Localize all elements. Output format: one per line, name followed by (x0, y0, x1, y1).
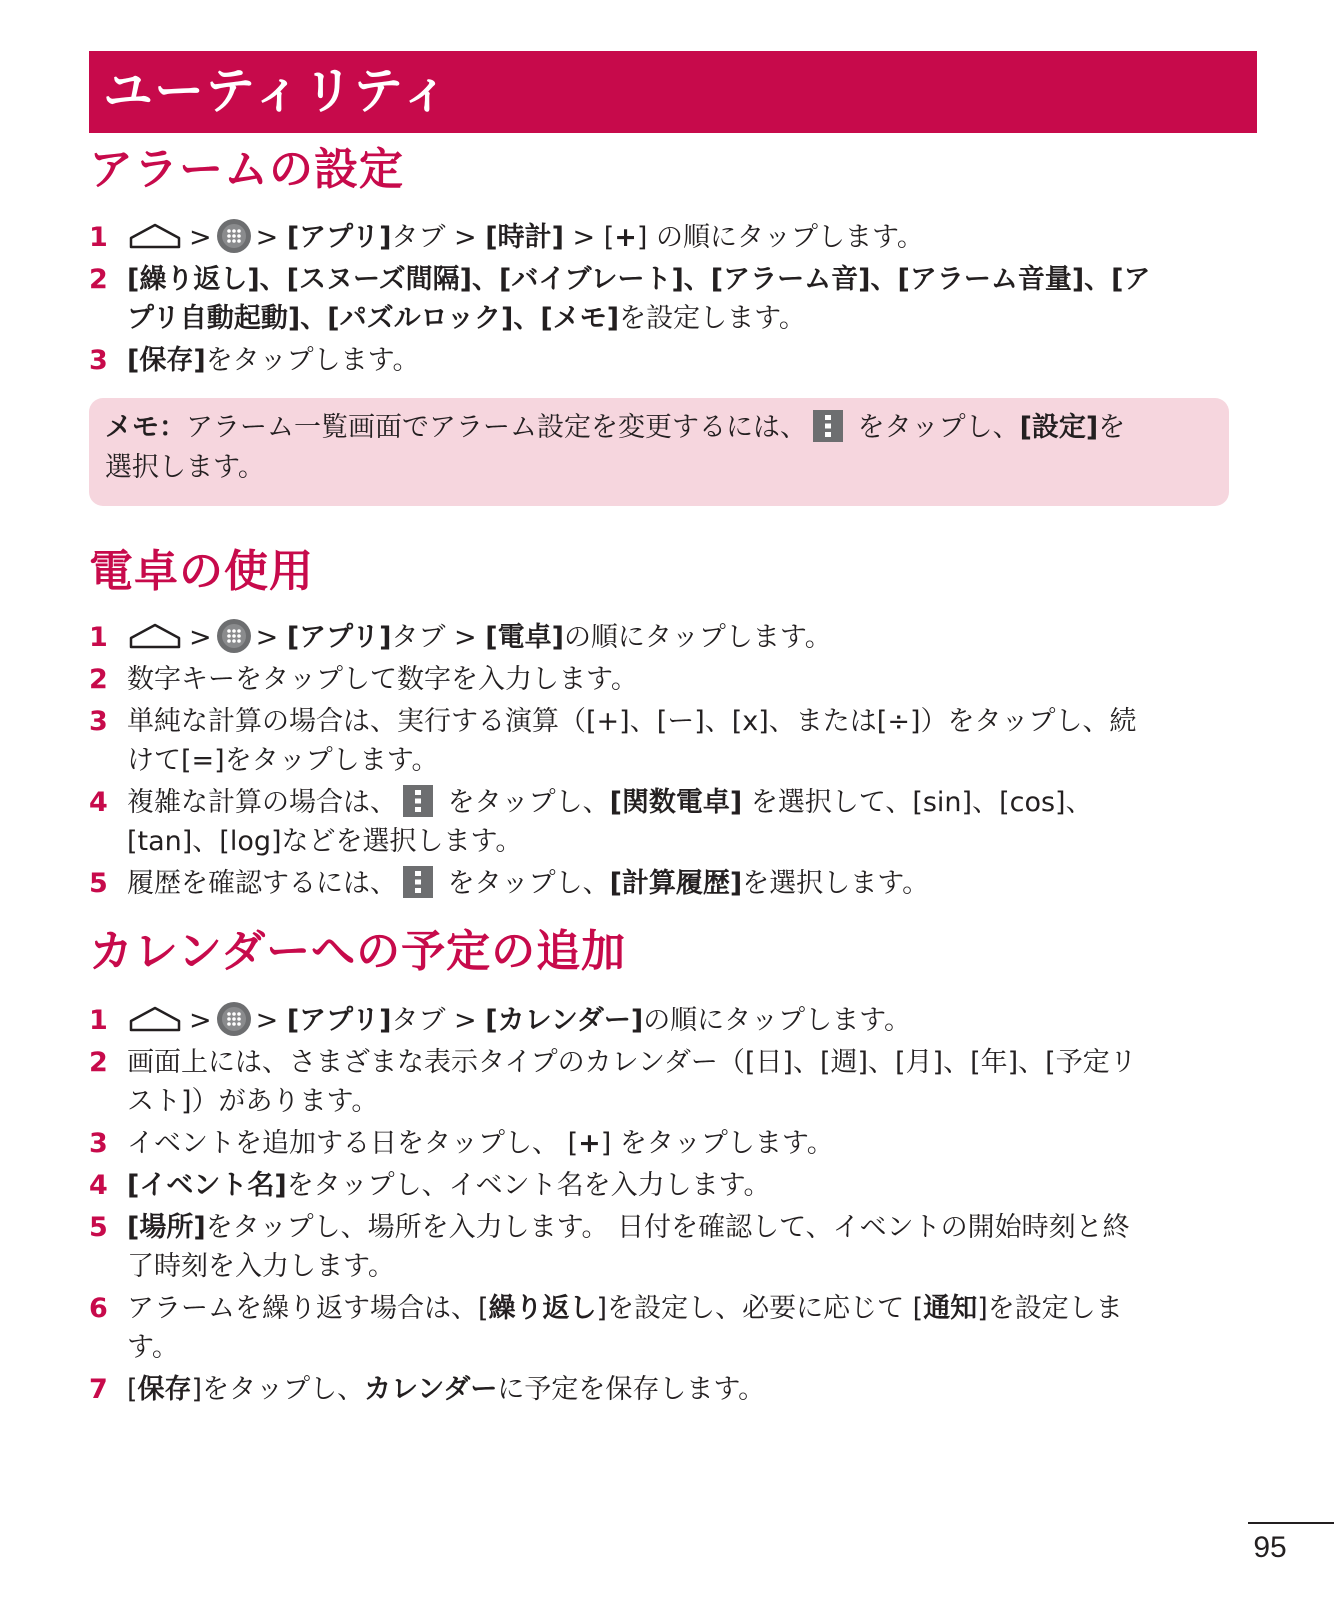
memo-label: メモ： (105, 412, 186, 443)
list-item: 2 [繰り返し]、[スヌーズ間隔]、[バイブレート]、[アラーム音]、[アラーム音量]、[ア プリ自動起動]、[パズルロック]、[メモ]を設定します。 (89, 260, 1259, 338)
list-item: 3 イベントを追加する日をタップし、 [+] をタップします。 (89, 1124, 1259, 1163)
step-number: 2 (89, 664, 108, 695)
menu-icon (813, 410, 843, 442)
step-number: 1 (89, 222, 108, 253)
list-item: 4 [イベント名]をタップし、イベント名を入力します。 (89, 1166, 1259, 1205)
apps-icon (216, 218, 252, 254)
apps-icon (216, 1001, 252, 1037)
home-icon (127, 1005, 183, 1033)
step-number: 1 (89, 622, 108, 653)
list-item: 1 > > [アプリ]タブ > [時計] > [+] の順にタップします。 (89, 218, 1259, 257)
step-number: 3 (89, 706, 108, 737)
list-item: 3 単純な計算の場合は、実行する演算（[+]、[ー]、[x]、または[÷]）をタップし、続 けて[=]をタップします。 (89, 702, 1259, 780)
alarm-steps (89, 218, 1259, 383)
calendar-steps (89, 1001, 1259, 1412)
step-number: 4 (89, 787, 108, 818)
alarm-section-title: アラームの設定 (89, 144, 404, 195)
calculator-steps (89, 618, 1259, 906)
home-icon (127, 222, 183, 250)
list-item: 1 > > [アプリ]タブ > [カレンダー]の順にタップします。 (89, 1001, 1259, 1040)
step-number: 1 (89, 1005, 108, 1036)
page-number-rule (1248, 1522, 1334, 1524)
memo-note: メモ：アラーム一覧画面でアラーム設定を変更するには、 をタップし、[設定]を 選択します。 (89, 398, 1229, 506)
step-number: 5 (89, 868, 108, 899)
banner-title: ユーティリティ (103, 62, 451, 120)
list-item: 2 数字キーをタップして数字を入力します。 (89, 660, 1259, 699)
list-item: 2 画面上には、さまざまな表示タイプのカレンダー（[日]、[週]、[月]、[年]、[予定リ スト]）があります。 (89, 1043, 1259, 1121)
step-number: 2 (89, 264, 108, 295)
list-item: 1 > > [アプリ]タブ > [電卓]の順にタップします。 (89, 618, 1259, 657)
list-item: 7 [保存]をタップし、カレンダーに予定を保存します。 (89, 1370, 1259, 1409)
step-number: 3 (89, 345, 108, 376)
step-number: 7 (89, 1374, 108, 1405)
home-icon (127, 622, 183, 650)
list-item: 6 アラームを繰り返す場合は、[繰り返し]を設定し、必要に応じて [通知]を設定しま す。 (89, 1289, 1259, 1367)
calendar-section-title: カレンダーへの予定の追加 (89, 926, 627, 977)
step-number: 6 (89, 1293, 108, 1324)
list-item: 5 履歴を確認するには、 をタップし、[計算履歴]を選択します。 (89, 864, 1259, 903)
step-number: 2 (89, 1047, 108, 1078)
page-number: 95 (1253, 1531, 1287, 1564)
step-number: 3 (89, 1128, 108, 1159)
list-item: 5 [場所]をタップし、場所を入力します。 日付を確認して、イベントの開始時刻と終 了時刻を入力します。 (89, 1208, 1259, 1286)
menu-icon (403, 785, 433, 817)
section-banner (89, 51, 1257, 133)
list-item: 3 [保存]をタップします。 (89, 341, 1259, 380)
apps-icon (216, 618, 252, 654)
menu-icon (403, 866, 433, 898)
calculator-section-title: 電卓の使用 (89, 546, 314, 597)
step-number: 5 (89, 1212, 108, 1243)
list-item: 4 複雑な計算の場合は、 をタップし、[関数電卓] を選択して、[sin]、[cos]、 [tan]、[log]などを選択します。 (89, 783, 1259, 861)
step-number: 4 (89, 1170, 108, 1201)
